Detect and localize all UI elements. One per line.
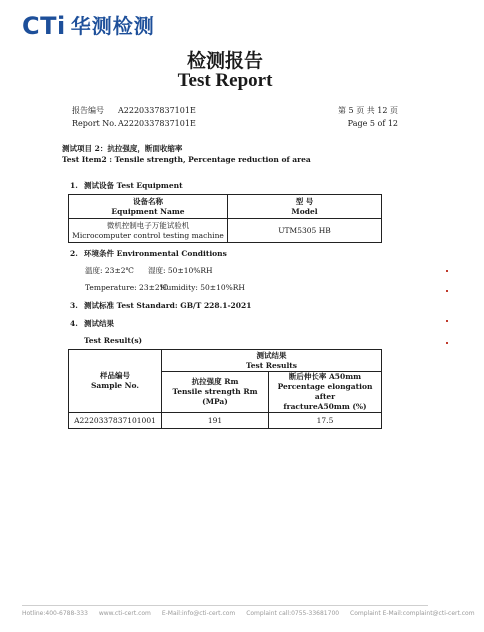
elongation-header-en-1: Percentage elongation after [277,382,373,401]
footer-divider [22,605,428,606]
footer-email: E-Mail:info@cti-cert.com [161,610,236,617]
logo-cti-text: CTi [22,12,66,40]
elongation-header-en-2: fractureA50mm (%) [283,402,367,411]
results-table-header-group [69,350,382,372]
temperature-cn: 温度: 23±2℃ [85,266,134,275]
tensile-strength-header [162,372,269,413]
section-3-title [84,301,251,311]
elongation-header [269,372,382,413]
section-3-number: 3. [70,301,78,310]
report-number-label-en: Report No. [72,119,117,128]
model-header-cn: 型 号 [295,196,314,206]
elongation-header-cn: 断后伸长率 A50mm [288,372,362,381]
margin-mark [446,342,448,344]
test-results-header-cn: 测试结果 [256,350,287,360]
report-title-english: Test Report [177,70,273,91]
margin-mark [446,270,448,272]
equipment-name-header-cn: 设备名称 [133,196,163,206]
test-item-en: Test Item2 : Tensile strength, Percentage reduction of area [62,155,311,164]
section-2-title [84,249,227,259]
elongation-cell: 17.5 [269,413,382,429]
section-3-title-en: Test Standard: GB/T 228.1-2021 [116,301,252,310]
equipment-name-cell [69,219,228,243]
humidity-cn: 湿度: 50±10%RH [148,266,213,275]
margin-mark [446,320,448,322]
section-1-number: 1. [70,181,78,190]
table-row [69,413,382,429]
report-number-value-en: A2220337837101E [118,119,196,128]
section-2-number: 2. [70,249,78,258]
section-2-title-cn: 环境条件 [84,249,114,258]
report-number-label-cn: 报告编号 [72,106,104,115]
sample-number-header-cn: 样品编号 [100,371,130,380]
test-item-cn: 测试项目 2：抗拉强度，断面收缩率 [62,144,183,153]
sample-number-header-en: Sample No. [90,381,140,390]
report-title-chinese: 检测报告 [186,50,263,72]
equipment-name-en: Microcomputer control testing machine [72,230,224,240]
logo-chinese-text: 华测检测 [70,14,155,38]
page-indicator-cn: 第 5 页 共 12 页 [338,106,398,115]
footer-hotline: Hotline:400-6788-333 [22,610,88,617]
section-1-title-en: Test Equipment [116,181,183,190]
tensile-strength-cell: 191 [162,413,269,429]
test-results-header-en: Test Results [245,360,297,370]
footer-complaint-call: Complaint call:0755-33681700 [246,610,340,617]
footer [22,610,475,617]
equipment-model-cell: UTM5305 HB [228,219,382,243]
humidity-en: Humidity: 50±10%RH [160,283,245,292]
test-results-header [162,350,382,372]
margin-mark [446,290,448,292]
model-header-en: Model [291,206,318,216]
temperature-en: Temperature: 23±2℃ [85,283,169,292]
section-1-title [84,181,183,191]
footer-complaint-email: Complaint E-Mail:complaint@cti-cert.com [350,610,475,617]
sample-number-cell: A2220337837101001 [69,413,162,429]
section-4-title-en: Test Result(s) [84,336,143,345]
footer-website: www.cti-cert.com [98,610,151,617]
company-logo [22,14,155,38]
equipment-name-cn: 微机控制电子万能试验机 [106,220,190,230]
results-table [68,349,382,429]
tensile-strength-header-cn: 抗拉强度 Rm [191,377,239,386]
tensile-strength-header-en: Tensile strength Rm (MPa) [172,387,258,406]
report-number-value: A2220337837101E [118,106,196,115]
section-2-title-en: Environmental Conditions [116,249,227,258]
model-header [228,195,382,219]
equipment-name-header [69,195,228,219]
section-4-title-cn: 测试结果 [84,319,114,328]
sample-number-header [69,350,162,413]
page-indicator-en: Page 5 of 12 [347,119,398,128]
table-row [69,219,382,243]
equipment-table [68,194,382,243]
equipment-table-header [69,195,382,219]
section-4-number: 4. [70,319,78,328]
section-3-title-cn: 测试标准 [84,301,114,310]
section-1-title-cn: 测试设备 [84,181,114,190]
equipment-name-header-en: Equipment Name [111,206,185,216]
